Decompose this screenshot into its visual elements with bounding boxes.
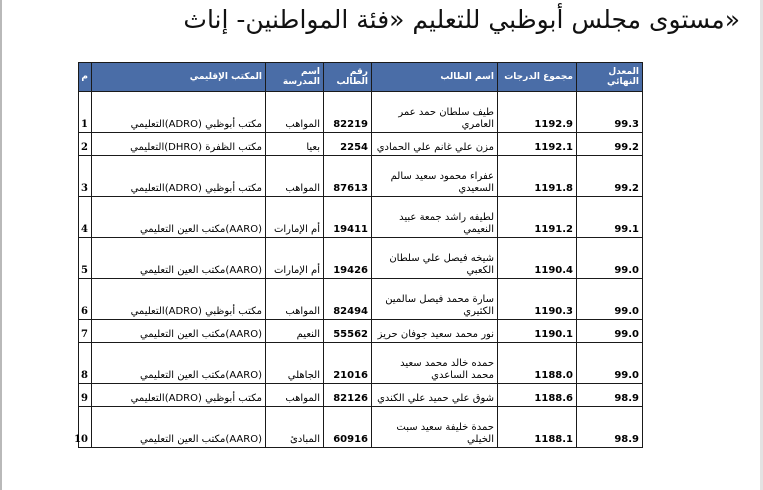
row-index: 4 (79, 196, 92, 237)
regional-office: (AARO)مكتب العين التعليمي (92, 238, 266, 279)
table-row (79, 196, 643, 237)
regional-office: مكتب أبوظبي (ADRO)التعليمي (92, 92, 266, 133)
header-total: مجموع الدرجات (498, 63, 577, 92)
student-name: شيخه فيصل علي سلطان الكعبي (372, 238, 498, 279)
header-row (79, 63, 643, 92)
left-border (0, 0, 2, 490)
total-score: 1192.1 (498, 133, 577, 156)
school-name: المواهب (266, 155, 324, 196)
table-body (74, 92, 643, 448)
table-row (79, 133, 643, 156)
student-id: 87613 (324, 155, 372, 196)
student-id: 19411 (324, 196, 372, 237)
final-score: 99.0 (577, 342, 643, 383)
total-score: 1191.2 (498, 196, 577, 237)
total-score: 1188.1 (498, 406, 577, 447)
regional-office: مكتب أبوظبي (ADRO)التعليمي (92, 155, 266, 196)
row-index: 6 (79, 279, 92, 320)
table-row (79, 279, 643, 320)
total-score: 1190.4 (498, 238, 577, 279)
school-name: النعيم (266, 320, 324, 343)
row-index: 2 (79, 133, 92, 156)
student-id: 82494 (324, 279, 372, 320)
student-id: 2254 (324, 133, 372, 156)
total-score: 1191.8 (498, 155, 577, 196)
table-row (79, 342, 643, 383)
final-score: 99.2 (577, 155, 643, 196)
page-title: «مستوى مجلس أبوظبي للتعليم «فئة المواطنين- إناث (183, 5, 740, 34)
school-name: أم الإمارات (266, 196, 324, 237)
total-score: 1190.3 (498, 279, 577, 320)
table-row (79, 406, 643, 447)
student-name: طيف سلطان حمد عمر العامري (372, 92, 498, 133)
student-id: 55562 (324, 320, 372, 343)
final-score: 98.9 (577, 384, 643, 407)
final-score: 98.9 (577, 406, 643, 447)
final-score: 99.2 (577, 133, 643, 156)
school-name: المواهب (266, 384, 324, 407)
school-name: الجاهلي (266, 342, 324, 383)
student-id: 60916 (324, 406, 372, 447)
student-id: 82126 (324, 384, 372, 407)
student-name: حمدة خليفة سعيد سبت الخيلي (372, 406, 498, 447)
school-name: المواهب (266, 279, 324, 320)
student-name: شوق علي حميد علي الكندي (372, 384, 498, 407)
header-student-id: رقم الطالب (324, 63, 372, 92)
school-name: المبادئ (266, 406, 324, 447)
student-id: 19426 (324, 238, 372, 279)
final-score: 99.0 (577, 238, 643, 279)
table-row (79, 238, 643, 279)
total-score: 1192.9 (498, 92, 577, 133)
student-id: 21016 (324, 342, 372, 383)
row-index: 8 (79, 342, 92, 383)
header-final: المعدل النهائي (577, 63, 643, 92)
row-index: 9 (79, 384, 92, 407)
header-school: اسم المدرسة (266, 63, 324, 92)
row-index: 10 (79, 406, 92, 447)
regional-office: مكتب الظفرة (DHRO)التعليمي (92, 133, 266, 156)
table-row (79, 92, 643, 133)
final-score: 99.0 (577, 279, 643, 320)
regional-office: (AARO)مكتب العين التعليمي (92, 342, 266, 383)
regional-office: مكتب أبوظبي (ADRO)التعليمي (92, 384, 266, 407)
student-name: لطيفه راشد جمعة عبيد النعيمي (372, 196, 498, 237)
student-name: حمده خالد محمد سعيد محمد الساعدي (372, 342, 498, 383)
student-name: سارة محمد فيصل سالمين الكثيري (372, 279, 498, 320)
row-index: 5 (79, 238, 92, 279)
school-name: بعيا (266, 133, 324, 156)
school-name: أم الإمارات (266, 238, 324, 279)
header-index: م (79, 63, 92, 92)
regional-office: (AARO)مكتب العين التعليمي (92, 320, 266, 343)
row-index: 3 (79, 155, 92, 196)
table-row (79, 155, 643, 196)
student-id: 82219 (324, 92, 372, 133)
results-table (74, 62, 643, 448)
regional-office: (AARO)مكتب العين التعليمي (92, 196, 266, 237)
final-score: 99.1 (577, 196, 643, 237)
row-index: 7 (79, 320, 92, 343)
total-score: 1190.1 (498, 320, 577, 343)
student-name: مزن علي غانم علي الحمادي (372, 133, 498, 156)
final-score: 99.3 (577, 92, 643, 133)
school-name: المواهب (266, 92, 324, 133)
student-name: عفراء محمود سعيد سالم السعيدي (372, 155, 498, 196)
row-index: 1 (79, 92, 92, 133)
table-row (79, 384, 643, 407)
student-name: نور محمد سعيد جوفان حريز (372, 320, 498, 343)
header-name: اسم الطالب (372, 63, 498, 92)
regional-office: (AARO)مكتب العين التعليمي (92, 406, 266, 447)
total-score: 1188.0 (498, 342, 577, 383)
final-score: 99.0 (577, 320, 643, 343)
total-score: 1188.6 (498, 384, 577, 407)
header-office: المكتب الإقليمي (92, 63, 266, 92)
regional-office: مكتب أبوظبي (ADRO)التعليمي (92, 279, 266, 320)
table-row (79, 320, 643, 343)
